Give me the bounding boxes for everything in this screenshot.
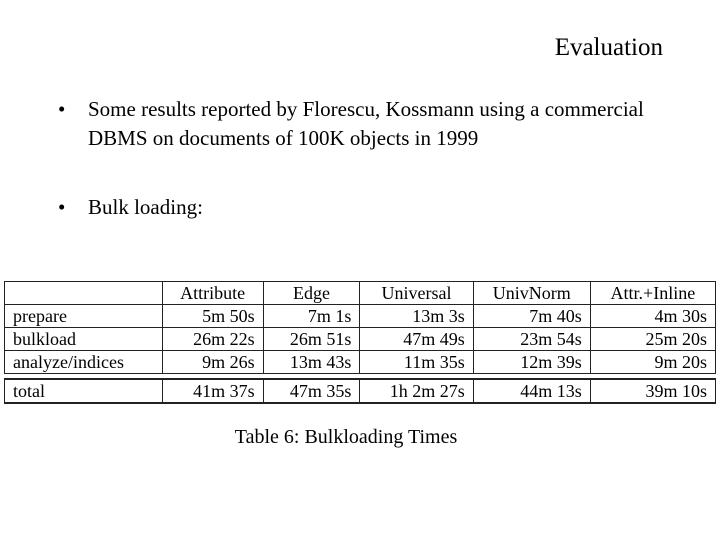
bullet-text: Bulk loading: [88,195,203,219]
bullet-dot: • [58,195,66,219]
bullet-item-bulk-loading [58,193,688,222]
table-cell: 26m 51s [263,328,360,351]
table-cell: 23m 54s [473,328,590,351]
table-cell: 5m 50s [162,305,263,328]
table-header-row [5,282,716,305]
table-cell: 39m 10s [590,379,715,403]
row-label: bulkload [5,328,163,351]
table-cell: 12m 39s [473,351,590,374]
table-cell: 26m 22s [162,328,263,351]
table-total-row [5,379,716,403]
row-label: prepare [5,305,163,328]
table-cell: 47m 49s [360,328,473,351]
table-cell: 7m 40s [473,305,590,328]
header-cell: Edge [263,282,360,305]
table-cell: 7m 1s [263,305,360,328]
header-cell: UnivNorm [473,282,590,305]
table-cell: 4m 30s [590,305,715,328]
table-caption: Table 6: Bulkloading Times [234,426,458,448]
header-cell [5,282,163,305]
row-label: total [5,379,163,403]
table-cell: 13m 43s [263,351,360,374]
row-label: analyze/indices [5,351,163,374]
table-cell: 44m 13s [473,379,590,403]
bullet-text: Some results reported by Florescu, Kossmann using a commercial DBMS on documents of 100K objects in 1999 [88,97,644,150]
table-caption-container [0,424,720,450]
table-cell: 1h 2m 27s [360,379,473,403]
header-cell: Attribute [162,282,263,305]
table-row [5,351,716,374]
table-cell: 13m 3s [360,305,473,328]
table-cell: 25m 20s [590,328,715,351]
bullet-dot: • [58,97,66,121]
table-cell: 9m 20s [590,351,715,374]
table-cell: 41m 37s [162,379,263,403]
table-row [5,305,716,328]
header-cell: Attr.+Inline [590,282,715,305]
bullet-item-results [58,95,688,153]
table-row [5,328,716,351]
bulkloading-table [4,281,716,404]
table-cell: 9m 26s [162,351,263,374]
header-cell: Universal [360,282,473,305]
bulkloading-table-container [4,281,716,404]
table-cell: 11m 35s [360,351,473,374]
slide-title: Evaluation [554,34,663,61]
table-cell: 47m 35s [263,379,360,403]
